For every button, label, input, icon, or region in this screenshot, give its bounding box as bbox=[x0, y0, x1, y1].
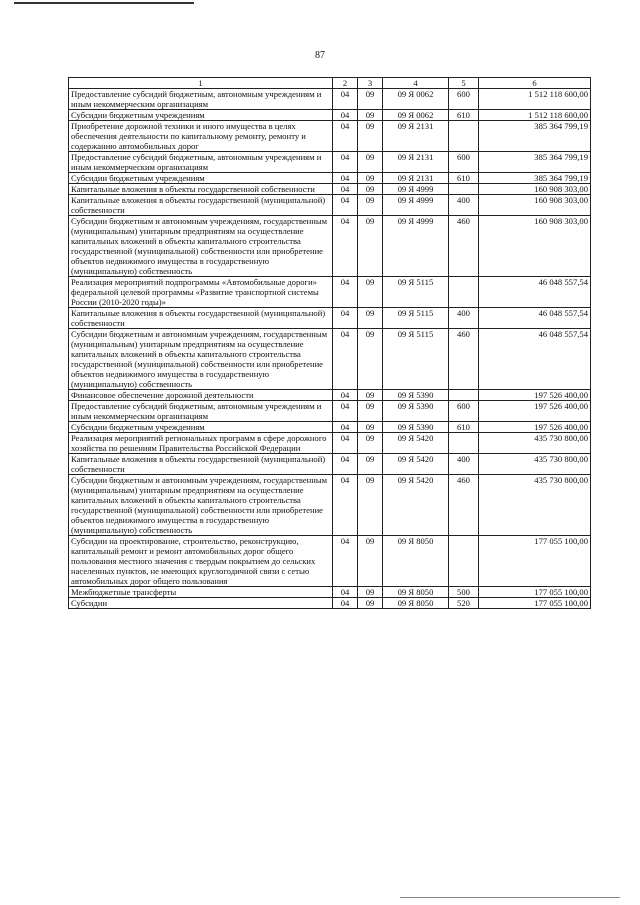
cell-amount: 435 730 800,00 bbox=[479, 475, 591, 536]
header-cell-section: 2 bbox=[333, 78, 358, 89]
table-row bbox=[69, 390, 591, 401]
cell-subsection: 09 bbox=[358, 184, 383, 195]
table-row bbox=[69, 598, 591, 609]
cell-name: Субсидии бюджетным учреждениям bbox=[69, 173, 333, 184]
cell-amount: 197 526 400,00 bbox=[479, 422, 591, 433]
cell-target: 09 Я 5115 bbox=[383, 308, 449, 329]
cell-name: Капитальные вложения в объекты государственной (муниципальной) собственности bbox=[69, 308, 333, 329]
cell-vid: 460 bbox=[449, 216, 479, 277]
table-row bbox=[69, 89, 591, 110]
cell-amount: 177 055 100,00 bbox=[479, 598, 591, 609]
header-cell-target: 4 bbox=[383, 78, 449, 89]
cell-amount: 385 364 799,19 bbox=[479, 152, 591, 173]
cell-vid: 600 bbox=[449, 401, 479, 422]
cell-target: 09 Я 0062 bbox=[383, 89, 449, 110]
bottom-rule bbox=[400, 897, 620, 898]
cell-subsection: 09 bbox=[358, 173, 383, 184]
cell-target: 09 Я 4999 bbox=[383, 216, 449, 277]
header-cell-amount: 6 bbox=[479, 78, 591, 89]
cell-vid: 400 bbox=[449, 195, 479, 216]
cell-amount: 385 364 799,19 bbox=[479, 173, 591, 184]
cell-subsection: 09 bbox=[358, 401, 383, 422]
cell-subsection: 09 bbox=[358, 121, 383, 152]
cell-vid: 500 bbox=[449, 587, 479, 598]
cell-name: Предоставление субсидий бюджетным, автономным учреждениям и иным некоммерческим организациям bbox=[69, 152, 333, 173]
cell-amount: 46 048 557,54 bbox=[479, 308, 591, 329]
cell-name: Реализация мероприятий подпрограммы «Автомобильные дороги» федеральной целевой программы «Развитие транспортной системы России (2010-2020 годы)» bbox=[69, 277, 333, 308]
cell-section: 04 bbox=[333, 110, 358, 121]
cell-name: Капитальные вложения в объекты государственной собственности bbox=[69, 184, 333, 195]
header-row bbox=[69, 78, 591, 89]
page-number: 87 bbox=[315, 50, 325, 61]
header-cell-subsection: 3 bbox=[358, 78, 383, 89]
table-row bbox=[69, 587, 591, 598]
table-row bbox=[69, 152, 591, 173]
header-cell-name: 1 bbox=[69, 78, 333, 89]
cell-subsection: 09 bbox=[358, 329, 383, 390]
cell-subsection: 09 bbox=[358, 587, 383, 598]
cell-vid bbox=[449, 536, 479, 587]
cell-section: 04 bbox=[333, 475, 358, 536]
cell-subsection: 09 bbox=[358, 308, 383, 329]
table-row bbox=[69, 475, 591, 536]
table-row bbox=[69, 195, 591, 216]
table-row bbox=[69, 110, 591, 121]
cell-section: 04 bbox=[333, 216, 358, 277]
cell-subsection: 09 bbox=[358, 598, 383, 609]
table-row bbox=[69, 173, 591, 184]
cell-subsection: 09 bbox=[358, 433, 383, 454]
cell-section: 04 bbox=[333, 433, 358, 454]
table-row bbox=[69, 216, 591, 277]
cell-target: 09 Я 5390 bbox=[383, 390, 449, 401]
cell-subsection: 09 bbox=[358, 475, 383, 536]
cell-amount: 435 730 800,00 bbox=[479, 454, 591, 475]
cell-target: 09 Я 2131 bbox=[383, 121, 449, 152]
cell-name: Капитальные вложения в объекты государственной (муниципальной) собственности bbox=[69, 195, 333, 216]
cell-name: Субсидии на проектирование, строительство, реконструкцию, капитальный ремонт и ремонт автомобильных дорог общего пользования местного значения с твердым покрытием до сельских населенных пунктов, не имеющих круглогодичной связи с сетью автомобильных дорог общего пользования bbox=[69, 536, 333, 587]
cell-vid: 460 bbox=[449, 475, 479, 536]
cell-target: 09 Я 2131 bbox=[383, 173, 449, 184]
cell-section: 04 bbox=[333, 89, 358, 110]
cell-amount: 160 908 303,00 bbox=[479, 184, 591, 195]
cell-amount: 160 908 303,00 bbox=[479, 216, 591, 277]
cell-target: 09 Я 0062 bbox=[383, 110, 449, 121]
cell-subsection: 09 bbox=[358, 89, 383, 110]
header-cell-vid: 5 bbox=[449, 78, 479, 89]
cell-name: Субсидии бюджетным и автономным учреждениям, государственным (муниципальным) унитарным предприятиям на осуществление капитальных вложений в объекты капитального строительства государственной (муниципальной) собственности или приобретение объектов недвижимого имущества в государственную (муниципальную) собственность bbox=[69, 329, 333, 390]
cell-target: 09 Я 5390 bbox=[383, 422, 449, 433]
table-row bbox=[69, 121, 591, 152]
cell-vid: 520 bbox=[449, 598, 479, 609]
cell-subsection: 09 bbox=[358, 110, 383, 121]
cell-target: 09 Я 5420 bbox=[383, 433, 449, 454]
table-row bbox=[69, 184, 591, 195]
cell-subsection: 09 bbox=[358, 536, 383, 587]
cell-subsection: 09 bbox=[358, 454, 383, 475]
cell-name: Реализация мероприятий региональных программ в сфере дорожного хозяйства по решениям Правительства Российской Федерации bbox=[69, 433, 333, 454]
cell-amount: 435 730 800,00 bbox=[479, 433, 591, 454]
cell-amount: 177 055 100,00 bbox=[479, 536, 591, 587]
cell-target: 09 Я 8050 bbox=[383, 536, 449, 587]
cell-target: 09 Я 4999 bbox=[383, 184, 449, 195]
cell-target: 09 Я 8050 bbox=[383, 587, 449, 598]
cell-vid: 610 bbox=[449, 173, 479, 184]
cell-section: 04 bbox=[333, 422, 358, 433]
cell-target: 09 Я 5115 bbox=[383, 329, 449, 390]
top-rule bbox=[14, 2, 194, 4]
cell-amount: 197 526 400,00 bbox=[479, 390, 591, 401]
cell-name: Субсидии бюджетным и автономным учреждениям, государственным (муниципальным) унитарным предприятиям на осуществление капитальных вложений в объекты капитального строительства государственной (муниципальной) собственности или приобретение объектов недвижимого имущества в государственную (муниципальную) собственность bbox=[69, 475, 333, 536]
cell-subsection: 09 bbox=[358, 152, 383, 173]
table-row bbox=[69, 433, 591, 454]
cell-vid: 610 bbox=[449, 110, 479, 121]
cell-section: 04 bbox=[333, 121, 358, 152]
cell-name: Приобретение дорожной техники и иного имущества в целях обеспечения деятельности по капитальному ремонту, ремонту и содержанию автомобильных дорог bbox=[69, 121, 333, 152]
cell-vid: 610 bbox=[449, 422, 479, 433]
cell-vid: 600 bbox=[449, 152, 479, 173]
cell-amount: 1 512 118 600,00 bbox=[479, 89, 591, 110]
cell-section: 04 bbox=[333, 401, 358, 422]
cell-vid bbox=[449, 277, 479, 308]
cell-amount: 46 048 557,54 bbox=[479, 329, 591, 390]
cell-subsection: 09 bbox=[358, 195, 383, 216]
cell-amount: 160 908 303,00 bbox=[479, 195, 591, 216]
cell-vid: 460 bbox=[449, 329, 479, 390]
cell-name: Предоставление субсидий бюджетным, автономным учреждениям и иным некоммерческим организациям bbox=[69, 89, 333, 110]
cell-target: 09 Я 5115 bbox=[383, 277, 449, 308]
cell-name: Субсидии бюджетным учреждениям bbox=[69, 422, 333, 433]
table-row bbox=[69, 536, 591, 587]
cell-section: 04 bbox=[333, 173, 358, 184]
cell-section: 04 bbox=[333, 390, 358, 401]
cell-amount: 46 048 557,54 bbox=[479, 277, 591, 308]
cell-name: Капитальные вложения в объекты государственной (муниципальной) собственности bbox=[69, 454, 333, 475]
table-row bbox=[69, 454, 591, 475]
cell-target: 09 Я 5390 bbox=[383, 401, 449, 422]
table-row bbox=[69, 277, 591, 308]
table-row bbox=[69, 422, 591, 433]
cell-target: 09 Я 2131 bbox=[383, 152, 449, 173]
cell-name: Межбюджетные трансферты bbox=[69, 587, 333, 598]
cell-vid: 400 bbox=[449, 454, 479, 475]
budget-table bbox=[68, 77, 591, 609]
cell-section: 04 bbox=[333, 277, 358, 308]
cell-subsection: 09 bbox=[358, 390, 383, 401]
cell-name: Субсидии бюджетным учреждениям bbox=[69, 110, 333, 121]
cell-amount: 197 526 400,00 bbox=[479, 401, 591, 422]
cell-amount: 385 364 799,19 bbox=[479, 121, 591, 152]
cell-vid: 400 bbox=[449, 308, 479, 329]
cell-vid bbox=[449, 390, 479, 401]
cell-section: 04 bbox=[333, 536, 358, 587]
cell-subsection: 09 bbox=[358, 277, 383, 308]
cell-section: 04 bbox=[333, 195, 358, 216]
cell-section: 04 bbox=[333, 454, 358, 475]
table-row bbox=[69, 329, 591, 390]
table-row bbox=[69, 401, 591, 422]
cell-target: 09 Я 8050 bbox=[383, 598, 449, 609]
budget-table-body bbox=[69, 78, 591, 609]
cell-vid bbox=[449, 121, 479, 152]
cell-subsection: 09 bbox=[358, 216, 383, 277]
cell-vid bbox=[449, 433, 479, 454]
cell-vid: 600 bbox=[449, 89, 479, 110]
cell-section: 04 bbox=[333, 329, 358, 390]
cell-vid bbox=[449, 184, 479, 195]
cell-amount: 177 055 100,00 bbox=[479, 587, 591, 598]
cell-section: 04 bbox=[333, 308, 358, 329]
cell-amount: 1 512 118 600,00 bbox=[479, 110, 591, 121]
cell-target: 09 Я 5420 bbox=[383, 475, 449, 536]
cell-subsection: 09 bbox=[358, 422, 383, 433]
cell-name: Субсидии bbox=[69, 598, 333, 609]
cell-target: 09 Я 4999 bbox=[383, 195, 449, 216]
cell-section: 04 bbox=[333, 598, 358, 609]
cell-section: 04 bbox=[333, 587, 358, 598]
cell-name: Финансовое обеспечение дорожной деятельности bbox=[69, 390, 333, 401]
cell-section: 04 bbox=[333, 184, 358, 195]
cell-name: Предоставление субсидий бюджетным, автономным учреждениям и иным некоммерческим организациям bbox=[69, 401, 333, 422]
cell-name: Субсидии бюджетным и автономным учреждениям, государственным (муниципальным) унитарным предприятиям на осуществление капитальных вложений в объекты капитального строительства государственной (муниципальной) собственности или приобретение объектов недвижимого имущества в государственную (муниципальную) собственность bbox=[69, 216, 333, 277]
cell-section: 04 bbox=[333, 152, 358, 173]
table-row bbox=[69, 308, 591, 329]
cell-target: 09 Я 5420 bbox=[383, 454, 449, 475]
